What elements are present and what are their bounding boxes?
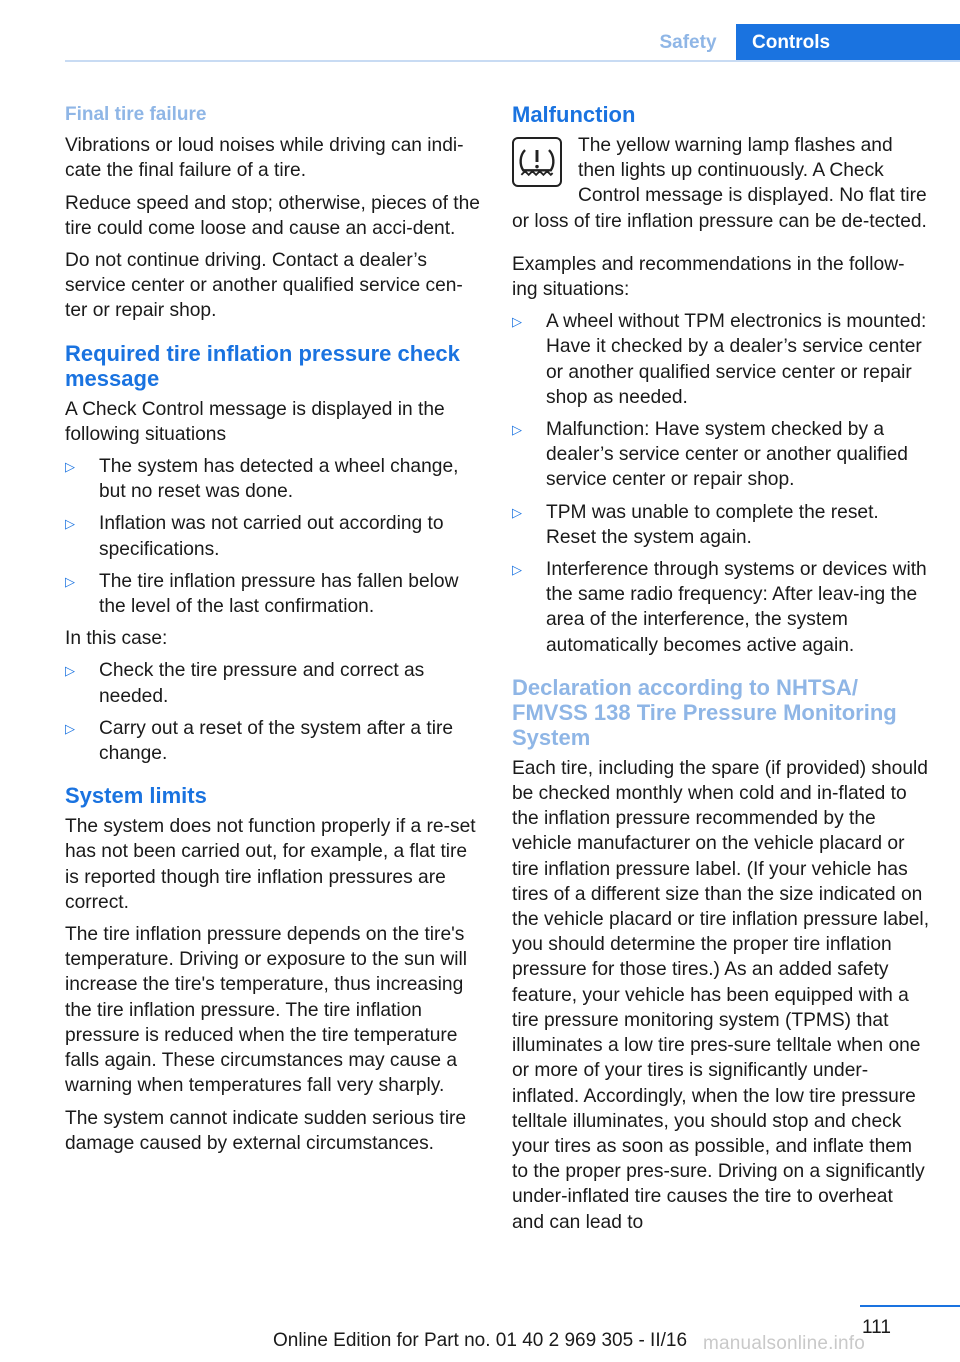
malfunction-paragraph-2: Examples and recommendations in the follow-ing situations: [512,253,905,301]
list-item [65,569,480,619]
right-column [512,102,930,1242]
malfunction-list [512,309,930,658]
list-item-text: Malfunction: Have system checked by a dealer’s service center or another qualified service center or repair shop. [546,419,908,491]
list-item-text: Check the tire pressure and correct as needed. [99,660,425,707]
triangle-bullet-icon: ▷ [65,459,75,475]
list-item-text: A wheel without TPM electronics is mounted: Have it checked by a dealer’s service center or another qualified service center or repair shop as needed. [546,311,927,408]
triangle-bullet-icon: ▷ [65,720,75,736]
triangle-bullet-icon: ▷ [512,562,522,578]
system-limits-paragraph-1: The system does not function properly if a re-set has not been carried out, for example, a flat tire is reported though tire inflation pressures are correct. [65,816,476,913]
tire-pressure-warning-icon [512,137,562,187]
list-item [512,309,930,410]
left-column [65,102,480,1163]
page-header [0,0,960,62]
list-item-text: Inflation was not carried out according to specifications. [99,513,444,560]
declaration-heading: Declaration according to NHTSA/ FMVSS 138 Tire Pressure Monitoring System [512,674,897,750]
list-item-text: Carry out a reset of the system after a tire change. [99,717,454,765]
list-item [65,716,480,766]
required-check-list [65,454,480,619]
triangle-bullet-icon: ▷ [65,663,75,679]
list-item [65,658,480,708]
list-item-text: The system has detected a wheel change, but no reset was done. [99,456,459,503]
system-limits-paragraph-2: The tire inflation pressure depends on the tire's temperature. Driving or exposure to the sun will increase the tire's temperature, thus increasing the tire inflation pressure. The tire inflation pressure is reduced when the tire temperature falls again. These circumstances may cause a warning when temperatures fall very sharply. [65,924,468,1097]
tab-safety[interactable]: Safety [659,32,717,53]
triangle-bullet-icon: ▷ [512,314,522,330]
declaration-paragraph: Each tire, including the spare (if provided) should be checked monthly when cold and in-flated to the inflation pressure recommended by the vehicle manufacturer on the vehicle placard or tire inflation pressure label. (If your vehicle has tires of a different size than the size indicated on the vehicle placard or tire inflation pressure label, you should determine the proper tire inflation pressure for those tires.) As an added safety feature, your vehicle has been equipped with a tire pressure monitoring system (TPMS) that illuminates a low tire pres-sure telltale when one or more of your tires is significantly under-inflated. Accordingly, when the low tire pressure telltale illuminates, you should stop and check your tires as soon as possible, and inflate them to the proper pres-sure. Driving on a significantly under-inflated tire causes the tire to overheat and can lead to [512,757,930,1233]
list-item [512,500,930,550]
in-this-case-label: In this case: [65,628,168,650]
system-limits-paragraph-3: The system cannot indicate sudden serious tire damage caused by external circumstances. [65,1107,467,1154]
tab-controls[interactable]: Controls [736,24,960,62]
malfunction-heading: Malfunction [512,102,636,127]
triangle-bullet-icon: ▷ [512,422,522,438]
list-item [512,417,930,493]
case-list [65,658,480,766]
list-item-text: Interference through systems or devices with the same radio frequency: After leav-ing the area of the interference, the system automatically becomes active again. [546,559,927,656]
final-failure-paragraph-1: Vibrations or loud noises while driving can indi-cate the final failure of a tire. [65,135,464,182]
list-item [65,511,480,561]
header-divider [65,60,960,62]
system-limits-heading: System limits [65,783,207,809]
required-check-intro: A Check Control message is displayed in the following situations [65,398,445,445]
malfunction-block [512,133,930,234]
triangle-bullet-icon: ▷ [65,573,75,589]
final-failure-paragraph-2: Reduce speed and stop; otherwise, pieces of the tire could come loose and cause an acci-dent. [65,192,480,239]
final-failure-paragraph-3: Do not continue driving. Contact a dealer’s service center or another qualified service cen-ter or repair shop. [65,250,463,322]
list-item-text: TPM was unable to complete the reset. Reset the system again. [546,501,879,548]
triangle-bullet-icon: ▷ [512,504,522,520]
required-check-heading: Required tire inflation pressure check message [65,340,460,391]
malfunction-paragraph-1: The yellow warning lamp flashes and then lights up continuously. A Check Control message is displayed. No flat tire or loss of tire inflation pressure can be de-tected. [512,135,927,232]
watermark: manualsonline.info [703,1333,866,1354]
edition-note: Online Edition for Part no. 01 40 2 969 305 - II/16 [272,1330,688,1351]
final-tire-failure-heading: Final tire failure [65,104,207,125]
triangle-bullet-icon: ▷ [65,516,75,532]
page-number: 111 [862,1317,891,1338]
list-item [512,557,930,658]
footer-divider [860,1305,960,1307]
list-item [65,454,480,504]
list-item-text: The tire inflation pressure has fallen below the level of the last confirmation. [99,570,459,618]
